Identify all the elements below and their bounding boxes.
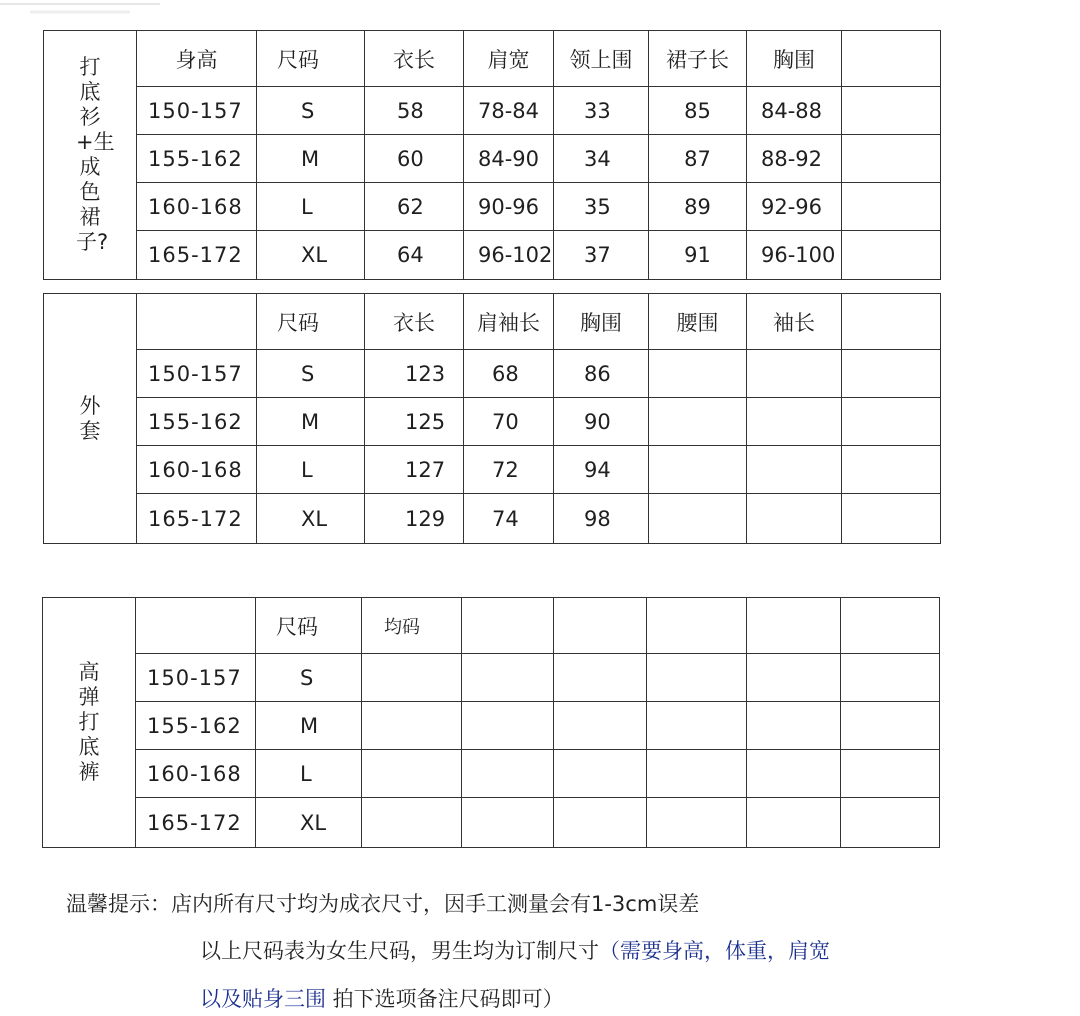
- table-row: [43, 654, 940, 702]
- cell: [841, 750, 940, 798]
- table-row: [44, 398, 941, 446]
- cell: L: [256, 750, 362, 798]
- cell: S: [257, 350, 365, 398]
- cell: 78-84: [464, 87, 554, 135]
- cell: 125: [365, 398, 464, 446]
- tip-line-3: [200, 983, 564, 1013]
- cell: 127: [365, 446, 464, 494]
- table-header-row: [44, 294, 941, 350]
- cell: XL: [257, 494, 365, 544]
- cell: 72: [464, 446, 554, 494]
- cell: 160-168: [136, 750, 256, 798]
- table-header-row: [43, 598, 940, 654]
- cell: 85: [649, 87, 747, 135]
- tip-text: 拍下选项备注尺码即可）: [326, 987, 564, 1011]
- cell: [554, 654, 647, 702]
- table-row: [44, 494, 941, 544]
- cell: [462, 798, 554, 848]
- cell: L: [257, 183, 365, 231]
- cell: 74: [464, 494, 554, 544]
- cell: [649, 494, 747, 544]
- header-cell: [841, 598, 940, 654]
- header-cell: 胸围: [747, 31, 842, 87]
- cell: [362, 750, 462, 798]
- table-header-row: [44, 31, 941, 87]
- cell: 150-157: [136, 654, 256, 702]
- header-cell: 腰围: [649, 294, 747, 350]
- cell: [462, 654, 554, 702]
- header-cell: 衣长: [365, 31, 464, 87]
- cell: M: [257, 135, 365, 183]
- table-row: [44, 350, 941, 398]
- cell: [647, 654, 747, 702]
- header-cell: 尺码: [257, 294, 365, 350]
- table-row: [44, 87, 941, 135]
- cell: [842, 135, 941, 183]
- cell: 90: [554, 398, 649, 446]
- header-cell: 尺码: [256, 598, 362, 654]
- cell: 94: [554, 446, 649, 494]
- cell: 160-168: [137, 183, 257, 231]
- cell: [647, 798, 747, 848]
- table-row: [44, 231, 941, 280]
- cell: 33: [554, 87, 649, 135]
- cell: [842, 494, 941, 544]
- category-label: 打底衫+生成色裙子?: [44, 31, 137, 280]
- cell: [747, 446, 842, 494]
- header-cell: 衣长: [365, 294, 464, 350]
- cell: [462, 702, 554, 750]
- header-cell: [842, 294, 941, 350]
- cell: 165-172: [137, 231, 257, 280]
- cell: [747, 798, 841, 848]
- tip-text: 温馨提示：店内所有尺寸均为成衣尺寸，因手工测量会有1-3cm误差: [66, 892, 700, 916]
- cell: 129: [365, 494, 464, 544]
- header-cell: 肩宽: [464, 31, 554, 87]
- cell: [649, 350, 747, 398]
- cell: 84-88: [747, 87, 842, 135]
- leggings-size-table: [42, 597, 940, 848]
- cell: M: [257, 398, 365, 446]
- cell: XL: [257, 231, 365, 280]
- cell: M: [256, 702, 362, 750]
- cell: [647, 702, 747, 750]
- header-cell: [747, 598, 841, 654]
- tip-line-1: [66, 888, 699, 918]
- category-label: 高弹打底裤: [43, 598, 136, 848]
- table-row: [43, 750, 940, 798]
- table-row: [44, 446, 941, 494]
- table-row: [44, 135, 941, 183]
- cell: 87: [649, 135, 747, 183]
- cell: S: [257, 87, 365, 135]
- cell: [554, 750, 647, 798]
- cell: 88-92: [747, 135, 842, 183]
- cell: [842, 446, 941, 494]
- cell: 150-157: [137, 350, 257, 398]
- cell: 86: [554, 350, 649, 398]
- cell: 160-168: [137, 446, 257, 494]
- header-cell: 裙子长: [649, 31, 747, 87]
- category-label: 外套: [44, 294, 137, 544]
- cell: [747, 350, 842, 398]
- corner-decoration: [0, 0, 170, 18]
- cell: [362, 654, 462, 702]
- header-cell: 身高: [137, 31, 257, 87]
- cell: 155-162: [137, 398, 257, 446]
- cell: 35: [554, 183, 649, 231]
- tip-highlight: （需要身高，体重，肩宽: [599, 939, 830, 963]
- cell: 62: [365, 183, 464, 231]
- cell: [647, 750, 747, 798]
- cell: 98: [554, 494, 649, 544]
- cell: 96-100: [747, 231, 842, 280]
- shirt-skirt-size-table: [43, 30, 941, 280]
- cell: 68: [464, 350, 554, 398]
- cell: 84-90: [464, 135, 554, 183]
- cell: [841, 798, 940, 848]
- table-row: [43, 702, 940, 750]
- header-cell: 均码: [362, 598, 462, 654]
- header-cell: [842, 31, 941, 87]
- tip-highlight: 以及贴身三围: [200, 987, 326, 1011]
- cell: [362, 702, 462, 750]
- cell: 90-96: [464, 183, 554, 231]
- header-cell: 领上围: [554, 31, 649, 87]
- table-row: [43, 798, 940, 848]
- header-cell: [554, 598, 647, 654]
- cell: [462, 750, 554, 798]
- cell: [841, 702, 940, 750]
- header-cell: [137, 294, 257, 350]
- cell: 91: [649, 231, 747, 280]
- header-cell: 袖长: [747, 294, 842, 350]
- cell: XL: [256, 798, 362, 848]
- cell: [554, 798, 647, 848]
- header-cell: [462, 598, 554, 654]
- cell: L: [257, 446, 365, 494]
- cell: 96-102: [464, 231, 554, 280]
- cell: S: [256, 654, 362, 702]
- header-cell: 肩袖长: [464, 294, 554, 350]
- cell: 150-157: [137, 87, 257, 135]
- cell: 155-162: [137, 135, 257, 183]
- header-cell: [647, 598, 747, 654]
- cell: [362, 798, 462, 848]
- cell: 58: [365, 87, 464, 135]
- tip-line-2: [200, 935, 830, 965]
- cell: [554, 702, 647, 750]
- cell: 123: [365, 350, 464, 398]
- cell: [842, 87, 941, 135]
- cell: [747, 750, 841, 798]
- cell: 60: [365, 135, 464, 183]
- cell: 37: [554, 231, 649, 280]
- cell: 165-172: [137, 494, 257, 544]
- cell: 34: [554, 135, 649, 183]
- cell: [842, 183, 941, 231]
- cell: [841, 654, 940, 702]
- header-cell: 胸围: [554, 294, 649, 350]
- cell: [842, 398, 941, 446]
- cell: [649, 446, 747, 494]
- cell: 70: [464, 398, 554, 446]
- cell: 155-162: [136, 702, 256, 750]
- cell: [747, 654, 841, 702]
- cell: [747, 494, 842, 544]
- coat-size-table: [43, 293, 941, 544]
- header-cell: [136, 598, 256, 654]
- cell: 64: [365, 231, 464, 280]
- table-row: [44, 183, 941, 231]
- cell: [842, 231, 941, 280]
- cell: 165-172: [136, 798, 256, 848]
- header-cell: 尺码: [257, 31, 365, 87]
- cell: [747, 702, 841, 750]
- cell: 92-96: [747, 183, 842, 231]
- cell: 89: [649, 183, 747, 231]
- tip-text: 以上尺码表为女生尺码，男生均为订制尺寸: [200, 939, 599, 963]
- cell: [842, 350, 941, 398]
- cell: [649, 398, 747, 446]
- cell: [747, 398, 842, 446]
